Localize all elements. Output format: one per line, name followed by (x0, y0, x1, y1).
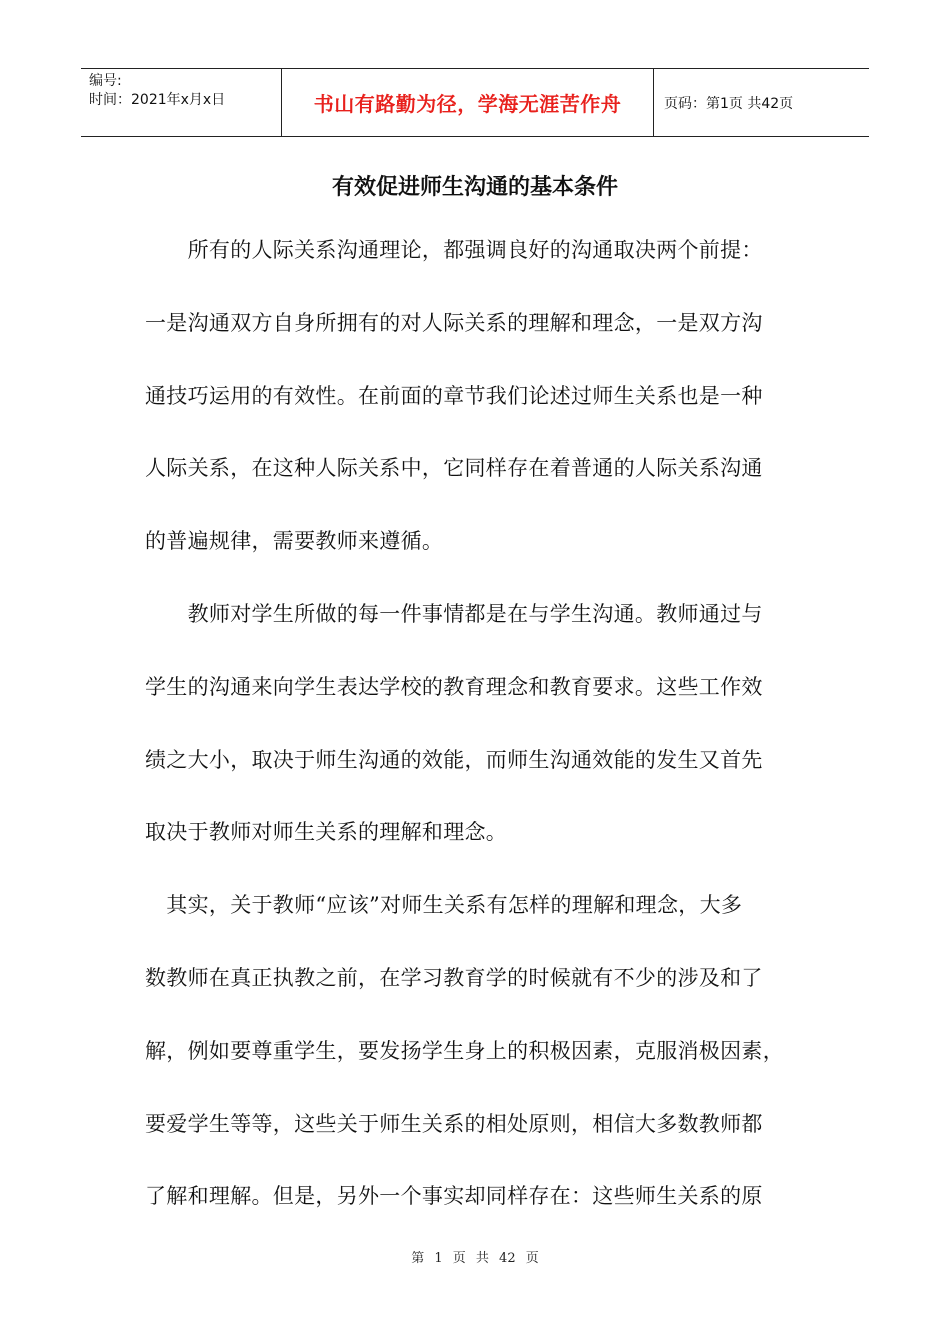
header-meta (81, 69, 281, 136)
document-header (81, 68, 869, 137)
body-line: 教师对学生所做的每一件事情都是在与学生沟通。教师通过与 (145, 601, 763, 626)
body-line: 取决于教师对师生关系的理解和理念。 (145, 820, 508, 845)
body-line: 绩之大小，取决于师生沟通的效能，而师生沟通效能的发生又首先 (145, 747, 763, 772)
document-body (145, 228, 810, 1247)
document-title: 有效促进师生沟通的基本条件 (331, 175, 618, 200)
body-line: 其实，关于教师“应该”对师生关系有怎样的理解和理念，大多 (145, 893, 743, 918)
body-line: 的普遍规律，需要教师来遵循。 (145, 529, 444, 554)
header-page-info: 页码：第1页 共42页 (664, 95, 794, 112)
body-line: 通技巧运用的有效性。在前面的章节我们论述过师生关系也是一种 (145, 383, 763, 408)
header-motto: 书山有路勤为径，学海无涯苦作舟 (281, 69, 654, 136)
body-line: 人际关系，在这种人际关系中，它同样存在着普通的人际关系沟通 (145, 456, 763, 481)
body-line: 数教师在真正执教之前，在学习教育学的时候就有不少的涉及和了 (145, 965, 763, 990)
body-line: 解，例如要尊重学生，要发扬学生身上的积极因素，克服消极因素， (145, 1038, 784, 1063)
body-line: 了解和理解。但是，另外一个事实却同样存在：这些师生关系的原 (145, 1184, 763, 1209)
number-label: 编号: (89, 73, 122, 89)
page-footer: 第 1 页 共 42 页 (411, 1251, 539, 1266)
body-line: 所有的人际关系沟通理论，都强调良好的沟通取决两个前提： (145, 238, 763, 262)
body-line: 学生的沟通来向学生表达学校的教育理念和教育要求。这些工作效 (145, 674, 763, 699)
body-line: 一是沟通双方自身所拥有的对人际关系的理解和理念，一是双方沟 (145, 310, 763, 335)
date-label: 时间：2021年x月x日 (89, 92, 226, 108)
body-line: 要爱学生等等，这些关于师生关系的相处原则，相信大多数教师都 (145, 1111, 763, 1136)
